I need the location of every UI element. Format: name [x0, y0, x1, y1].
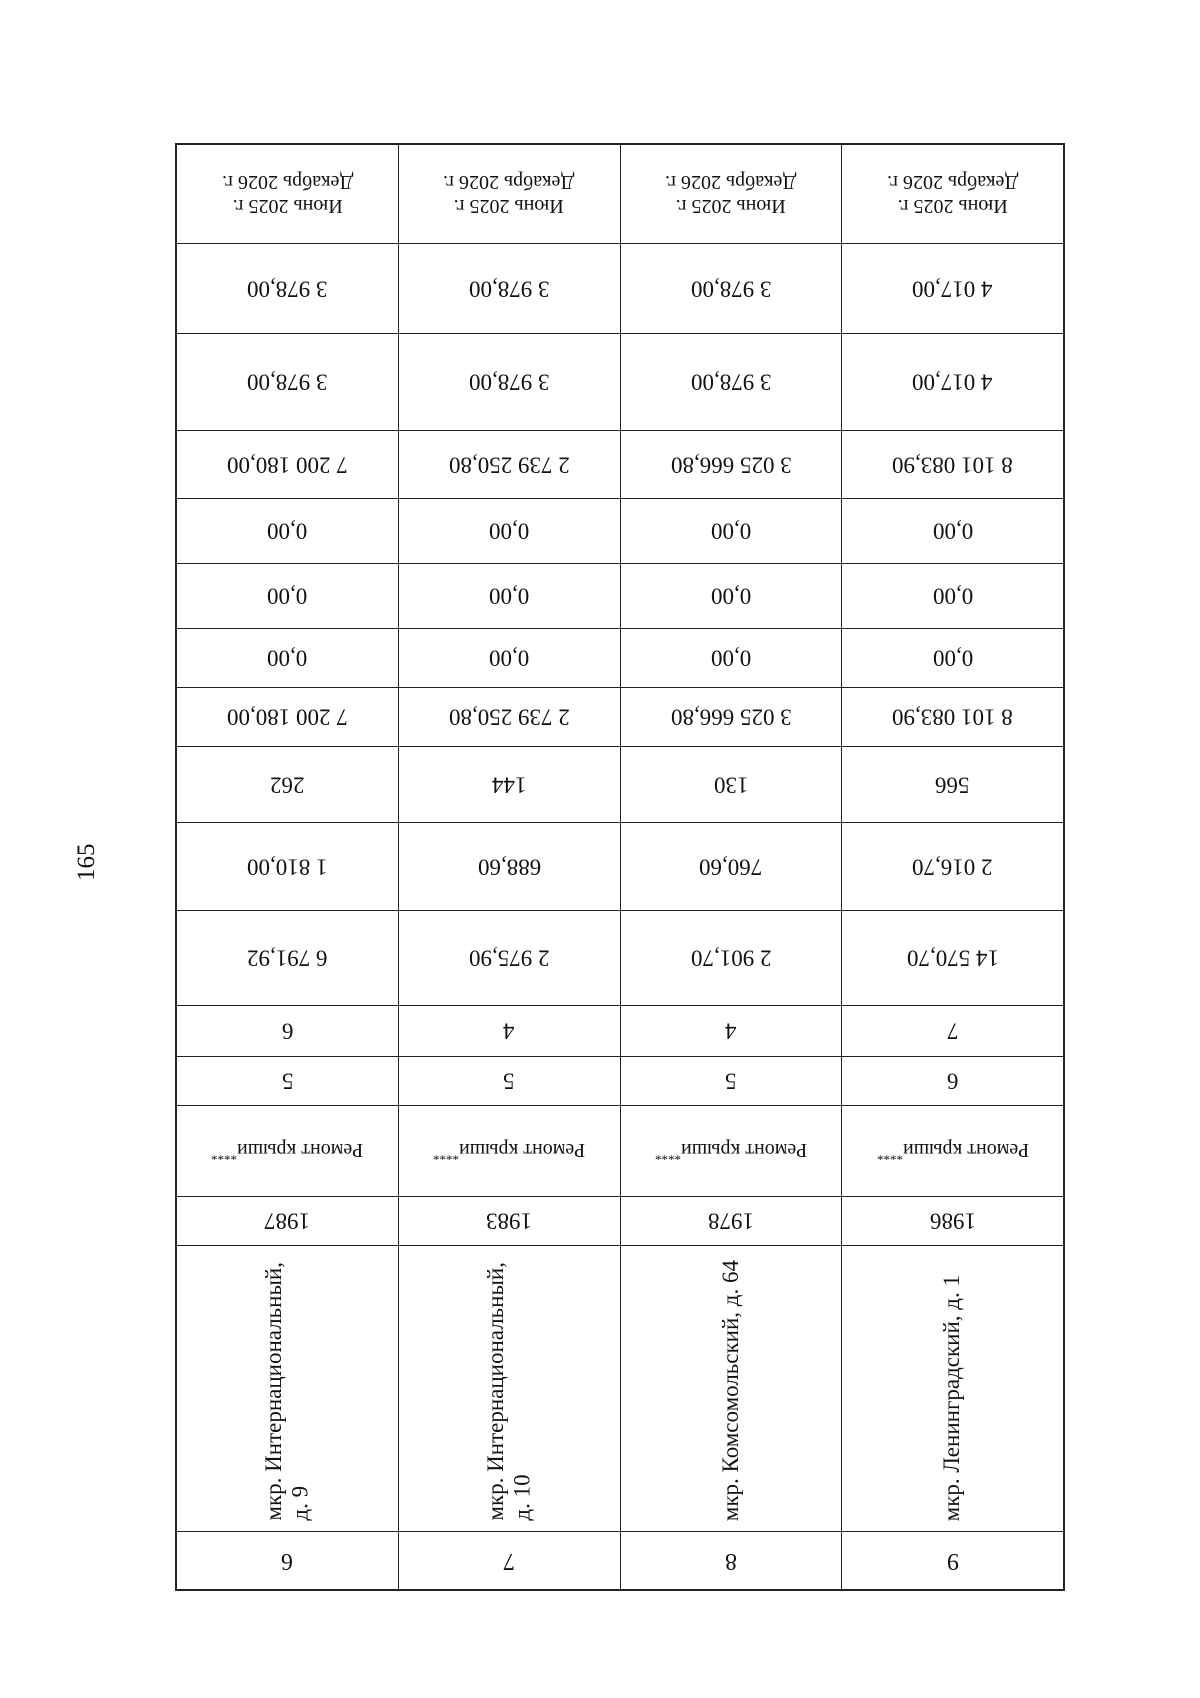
table-cell-work-type	[841, 1106, 1063, 1196]
term-end: Декабрь 2026 г.	[443, 171, 575, 193]
work-type-label: Ремонт крыши	[680, 1139, 807, 1162]
table-cell-term	[398, 145, 620, 243]
cell-value: 6	[946, 1068, 959, 1094]
table-row-work-type	[175, 1105, 1065, 1196]
cell-value: 5	[725, 1068, 737, 1094]
address-line: мкр. Комсомольский, д. 64	[717, 1259, 743, 1521]
table-cell	[841, 629, 1063, 687]
table-cell	[398, 499, 620, 563]
table-cell-work-type	[620, 1106, 842, 1196]
cell-value: 566	[935, 772, 970, 798]
table-cell	[177, 564, 398, 628]
cell-value: 6 791,92	[247, 945, 328, 971]
table-cell	[620, 1532, 842, 1589]
table-cell	[398, 1006, 620, 1056]
cell-value: 3 978,00	[468, 276, 550, 302]
footnote-mark: ****	[654, 1148, 681, 1164]
cell-value: 3 978,00	[690, 369, 772, 395]
table-cell	[620, 334, 842, 430]
address-line: мкр. Интернациональный,	[482, 1262, 508, 1521]
table-cell-term	[841, 145, 1063, 243]
table-cell	[620, 823, 842, 910]
table-cell	[398, 334, 620, 430]
table-row	[175, 1005, 1065, 1056]
table-cell	[398, 431, 620, 498]
repair-schedule-table	[175, 143, 1065, 1591]
row-number: 8	[724, 1547, 737, 1574]
term-end: Декабрь 2026 г.	[665, 171, 797, 193]
cell-value: 7	[946, 1018, 959, 1044]
table-cell	[841, 1057, 1063, 1105]
table-cell	[177, 431, 398, 498]
table-cell	[841, 911, 1063, 1005]
cell-value: 1 810,00	[247, 854, 328, 880]
cell-value: 130	[713, 772, 749, 798]
table-row	[175, 822, 1065, 910]
table-cell	[620, 1006, 842, 1056]
address-text	[483, 1262, 536, 1521]
table-row	[175, 333, 1065, 430]
term-end: Декабрь 2026 г.	[221, 171, 354, 193]
work-type-label: Ремонт крыши	[459, 1139, 586, 1162]
term-text	[665, 170, 796, 218]
table-cell	[398, 244, 620, 333]
term-end: Декабрь 2026 г.	[886, 171, 1019, 193]
table-cell-work-type	[177, 1106, 398, 1196]
table-cell-address	[398, 1246, 620, 1531]
cell-value: 8 101 083,90	[892, 704, 1013, 730]
cell-value: 2 016,70	[912, 854, 993, 880]
cell-value: 0,00	[267, 518, 308, 544]
table-row	[175, 430, 1065, 498]
table-row	[175, 628, 1065, 687]
table-cell	[177, 1006, 398, 1056]
cell-value: 760,60	[699, 854, 763, 880]
table-cell	[398, 564, 620, 628]
table-cell-work-type	[398, 1106, 620, 1196]
table-cell-address	[841, 1246, 1063, 1531]
cell-value: 4	[725, 1018, 737, 1044]
table-cell	[177, 1057, 398, 1105]
cell-value: 0,00	[489, 518, 530, 544]
footnote-mark: ****	[211, 1148, 238, 1164]
table-cell	[398, 688, 620, 746]
cell-value: 262	[270, 772, 305, 798]
table-row	[175, 563, 1065, 628]
page-number: 165	[73, 843, 100, 881]
cell-value: 0,00	[932, 583, 973, 609]
cell-value: 1978	[707, 1208, 754, 1234]
table-cell	[177, 747, 398, 822]
row-number: 7	[503, 1547, 516, 1574]
term-text	[887, 170, 1018, 218]
table-cell	[177, 823, 398, 910]
cell-value: 0,00	[267, 645, 308, 671]
row-number: 6	[281, 1547, 294, 1574]
table-row	[175, 687, 1065, 746]
table-cell	[177, 499, 398, 563]
table-row	[175, 243, 1065, 333]
table-cell	[177, 1532, 398, 1589]
work-type-text	[433, 1138, 585, 1164]
table-cell	[841, 334, 1063, 430]
table-cell	[177, 244, 398, 333]
table-cell	[620, 688, 842, 746]
cell-value: 2 739 250,80	[448, 704, 570, 730]
term-text	[222, 170, 353, 218]
table-row-year	[175, 1196, 1065, 1245]
cell-value: 7 200 180,00	[227, 452, 348, 478]
table-cell	[398, 747, 620, 822]
term-start: Июнь 2025 г.	[897, 195, 1008, 217]
address-text	[718, 1260, 744, 1521]
table-cell	[841, 431, 1063, 498]
table-row	[175, 498, 1065, 563]
table-cell	[841, 1197, 1063, 1245]
cell-value: 1983	[486, 1208, 533, 1234]
work-type-text	[211, 1138, 363, 1164]
table-cell	[620, 1197, 842, 1245]
cell-value: 2 901,70	[690, 945, 772, 971]
term-start: Июнь 2025 г.	[232, 195, 343, 217]
table-cell	[398, 629, 620, 687]
cell-value: 2 739 250,80	[448, 452, 570, 478]
cell-value: 3 978,00	[247, 369, 328, 395]
table-cell	[177, 911, 398, 1005]
address-line: д. 9	[287, 1486, 313, 1521]
table-cell	[841, 244, 1063, 333]
cell-value: 5	[503, 1068, 515, 1094]
cell-value: 0,00	[710, 518, 751, 544]
cell-value: 14 570,70	[906, 945, 999, 971]
cell-value: 688,60	[477, 854, 541, 880]
cell-value: 4	[503, 1018, 515, 1044]
term-text	[443, 170, 574, 218]
table-cell	[620, 911, 842, 1005]
row-number: 9	[946, 1547, 959, 1574]
address-line: мкр. Интернациональный,	[260, 1262, 286, 1521]
cell-value: 3 978,00	[690, 276, 772, 302]
table-cell	[841, 564, 1063, 628]
table-cell	[177, 1197, 398, 1245]
term-start: Июнь 2025 г.	[675, 195, 786, 217]
cell-value: 3 025 666,80	[670, 704, 792, 730]
cell-value: 3 025 666,80	[670, 452, 792, 478]
cell-value: 3 978,00	[247, 276, 328, 302]
footnote-mark: ****	[876, 1148, 903, 1164]
cell-value: 7 200 180,00	[227, 704, 348, 730]
address-line: д. 10	[509, 1474, 535, 1521]
address-line: мкр. Ленинградский, д. 1	[939, 1274, 965, 1521]
table-cell	[398, 823, 620, 910]
table-cell	[620, 564, 842, 628]
cell-value: 0,00	[710, 645, 751, 671]
cell-value: 0,00	[489, 645, 530, 671]
table-cell	[177, 629, 398, 687]
cell-value: 0,00	[710, 583, 751, 609]
cell-value: 5	[281, 1068, 294, 1094]
table-cell	[620, 747, 842, 822]
cell-value: 2 975,90	[468, 945, 550, 971]
cell-value: 0,00	[489, 583, 530, 609]
table-cell-term	[177, 145, 398, 243]
table-row-number	[175, 1531, 1065, 1591]
table-cell	[620, 431, 842, 498]
table-cell	[177, 688, 398, 746]
table-cell	[398, 911, 620, 1005]
cell-value: 1986	[929, 1208, 976, 1234]
table-cell	[841, 1006, 1063, 1056]
table-cell	[620, 629, 842, 687]
table-cell	[841, 499, 1063, 563]
cell-value: 0,00	[267, 583, 308, 609]
work-type-label: Ремонт крыши	[237, 1139, 364, 1162]
table-cell-address	[620, 1246, 842, 1531]
cell-value: 3 978,00	[468, 369, 550, 395]
table-cell	[398, 1532, 620, 1589]
cell-value: 8 101 083,90	[892, 452, 1013, 478]
address-text	[261, 1262, 314, 1521]
term-start: Июнь 2025 г.	[454, 195, 565, 217]
work-type-text	[877, 1138, 1029, 1164]
work-type-text	[655, 1138, 807, 1164]
cell-value: 4 017,00	[912, 369, 993, 395]
table-cell	[841, 1532, 1063, 1589]
cell-value: 144	[491, 772, 527, 798]
table-cell-address	[177, 1246, 398, 1531]
address-text	[939, 1275, 965, 1521]
table-cell	[841, 823, 1063, 910]
cell-value: 6	[281, 1018, 294, 1044]
table-cell	[841, 747, 1063, 822]
table-cell-term	[620, 145, 842, 243]
cell-value: 0,00	[932, 645, 973, 671]
table-cell	[620, 244, 842, 333]
table-row	[175, 746, 1065, 822]
table-row-term	[175, 143, 1065, 243]
table-cell	[620, 1057, 842, 1105]
footnote-mark: ****	[433, 1148, 460, 1164]
table-row	[175, 1056, 1065, 1105]
table-cell	[620, 499, 842, 563]
table-cell	[841, 688, 1063, 746]
table-cell	[398, 1057, 620, 1105]
table-row	[175, 910, 1065, 1005]
work-type-label: Ремонт крыши	[902, 1139, 1029, 1162]
table-cell	[398, 1197, 620, 1245]
table-cell	[177, 334, 398, 430]
cell-value: 0,00	[932, 518, 973, 544]
table-row-address	[175, 1245, 1065, 1531]
cell-value: 1987	[264, 1208, 311, 1234]
cell-value: 4 017,00	[912, 276, 993, 302]
